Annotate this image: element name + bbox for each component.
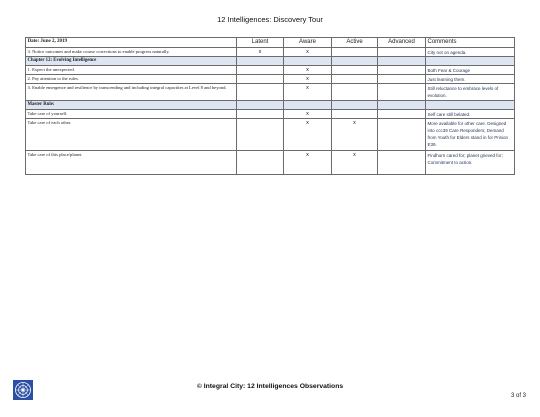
latent-mark — [237, 84, 284, 101]
section-title: Master Rule: — [26, 101, 237, 110]
header-advanced: Advanced — [378, 38, 426, 48]
section-title: Chapter 12: Evolving Intelligence — [26, 57, 237, 66]
advanced-mark — [378, 110, 426, 119]
advanced-mark — [378, 75, 426, 84]
active-mark — [332, 75, 378, 84]
table-row — [26, 75, 515, 84]
aware-mark: x — [284, 48, 332, 57]
comment-text: Just learning them. — [426, 75, 515, 84]
table-row — [26, 110, 515, 119]
observations-table — [25, 37, 515, 175]
advanced-mark — [378, 119, 426, 151]
advanced-mark — [378, 84, 426, 101]
aware-mark: x — [284, 75, 332, 84]
table-row — [26, 151, 515, 175]
active-mark — [332, 110, 378, 119]
table-row — [26, 48, 515, 57]
aware-mark: x — [284, 84, 332, 101]
item-text: 1. Expect the unexpected. — [26, 66, 237, 75]
item-text: Take care of each other. — [26, 119, 237, 151]
advanced-mark — [378, 151, 426, 175]
aware-mark: x — [284, 110, 332, 119]
section-row — [26, 57, 515, 66]
comment-text: More available for other care. Designed into ccc39 Care Responders; Demand from Youth for Elders stand in for Prision E39. — [426, 119, 515, 151]
latent-mark — [237, 110, 284, 119]
header-aware: Aware — [284, 38, 332, 48]
comment-text: Self care still belated. — [426, 110, 515, 119]
date-label: Date: June 2, 2019 — [26, 38, 237, 48]
document-title: 12 Intelligences: Discovery Tour — [217, 15, 323, 24]
item-text: 2. Pay attention to the rules. — [26, 75, 237, 84]
header-active: Active — [332, 38, 378, 48]
item-text: Take care of yourself. — [26, 110, 237, 119]
comment-text: Still reluctance to embrace levels of evolution. — [426, 84, 515, 101]
active-mark — [332, 84, 378, 101]
comment-text: Findhorn cared for; planet grieved for; Commitment to action. — [426, 151, 515, 175]
item-text: Take care of this place/planet. — [26, 151, 237, 175]
latent-mark — [237, 151, 284, 175]
latent-mark — [237, 75, 284, 84]
aware-mark: x — [284, 151, 332, 175]
advanced-mark — [378, 48, 426, 57]
item-text: 3. Notice outcomes and make course corrections to enable progress naturally. — [26, 48, 237, 57]
page-number: 3 of 3 — [510, 393, 526, 399]
latent-mark: x — [237, 48, 284, 57]
table-row — [26, 66, 515, 75]
comment-text: City not on agenda. — [426, 48, 515, 57]
section-row — [26, 101, 515, 110]
active-mark: x — [332, 151, 378, 175]
table-row — [26, 84, 515, 101]
aware-mark: x — [284, 66, 332, 75]
item-text: 3. Enable emergence and resilience by transcending and including integral capacities at Level 8 and beyond. — [26, 84, 237, 101]
advanced-mark — [378, 66, 426, 75]
latent-mark — [237, 119, 284, 151]
aware-mark: x — [284, 119, 332, 151]
header-comments: Comments — [426, 38, 515, 48]
latent-mark — [237, 66, 284, 75]
active-mark — [332, 66, 378, 75]
active-mark — [332, 48, 378, 57]
footer-copyright: © Integral City: 12 Intelligences Observations — [196, 383, 344, 390]
table-row — [26, 119, 515, 151]
active-mark: x — [332, 119, 378, 151]
comment-text: Both Fear & Courage — [426, 66, 515, 75]
header-row — [26, 38, 515, 48]
header-latent: Latent — [237, 38, 284, 48]
